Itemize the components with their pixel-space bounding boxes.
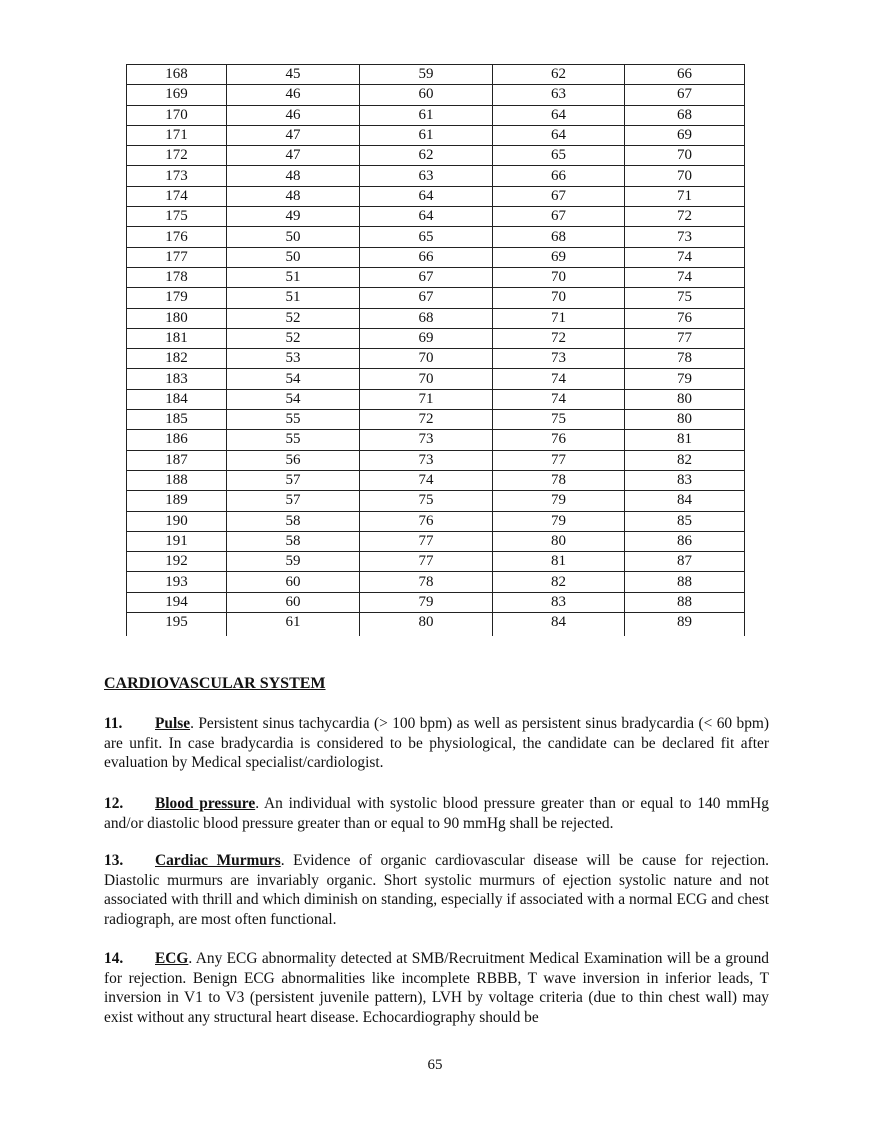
table-cell: 73 <box>360 450 493 470</box>
table-cell: 56 <box>227 450 360 470</box>
table-cell: 70 <box>493 288 625 308</box>
table-cell: 187 <box>127 450 227 470</box>
table-cell: 55 <box>227 410 360 430</box>
table-cell: 88 <box>625 592 745 612</box>
table-cell: 57 <box>227 470 360 490</box>
table-cell: 168 <box>127 65 227 85</box>
table-cell: 65 <box>360 227 493 247</box>
table-row <box>127 410 745 430</box>
table-cell: 59 <box>360 65 493 85</box>
table-cell: 185 <box>127 410 227 430</box>
paragraph-heading: ECG <box>155 950 189 967</box>
section-title: CARDIOVASCULAR SYSTEM <box>104 675 326 692</box>
table-cell: 74 <box>625 247 745 267</box>
table-cell: 78 <box>493 470 625 490</box>
table-cell: 75 <box>625 288 745 308</box>
table-cell: 79 <box>493 511 625 531</box>
table-cell: 60 <box>360 85 493 105</box>
table-cell: 175 <box>127 207 227 227</box>
table-cell: 67 <box>493 186 625 206</box>
table-cell: 72 <box>493 328 625 348</box>
table-cell: 88 <box>625 572 745 592</box>
table-row <box>127 430 745 450</box>
table-cell: 70 <box>360 349 493 369</box>
paragraph-number: 13. <box>104 852 124 869</box>
table-cell: 79 <box>625 369 745 389</box>
table-cell: 64 <box>360 207 493 227</box>
table-cell: 70 <box>360 369 493 389</box>
table-cell: 170 <box>127 105 227 125</box>
table-row <box>127 308 745 328</box>
table-cell: 182 <box>127 349 227 369</box>
table-cell: 60 <box>227 592 360 612</box>
table-row <box>127 207 745 227</box>
table-cell: 72 <box>625 207 745 227</box>
table-cell: 69 <box>360 328 493 348</box>
table-cell: 172 <box>127 146 227 166</box>
table-row <box>127 470 745 490</box>
table-cell: 183 <box>127 369 227 389</box>
table-row <box>127 288 745 308</box>
table-cell: 195 <box>127 613 227 637</box>
paragraph-heading: Blood pressure <box>155 795 256 812</box>
table-cell: 63 <box>493 85 625 105</box>
table-cell: 76 <box>625 308 745 328</box>
table-cell: 62 <box>360 146 493 166</box>
table-cell: 71 <box>360 389 493 409</box>
table-cell: 82 <box>625 450 745 470</box>
table-cell: 68 <box>625 105 745 125</box>
table-row <box>127 247 745 267</box>
paragraph-13 <box>104 851 769 929</box>
table-cell: 78 <box>625 349 745 369</box>
table-cell: 77 <box>625 328 745 348</box>
table-row <box>127 166 745 186</box>
table-cell: 71 <box>625 186 745 206</box>
table-cell: 192 <box>127 552 227 572</box>
table-cell: 80 <box>493 531 625 551</box>
table-cell: 46 <box>227 85 360 105</box>
table-cell: 64 <box>360 186 493 206</box>
table-cell: 180 <box>127 308 227 328</box>
table-cell: 66 <box>493 166 625 186</box>
table-cell: 79 <box>493 491 625 511</box>
table-cell: 50 <box>227 227 360 247</box>
table-cell: 45 <box>227 65 360 85</box>
table-cell: 51 <box>227 267 360 287</box>
table-row <box>127 105 745 125</box>
table-cell: 191 <box>127 531 227 551</box>
table-cell: 65 <box>493 146 625 166</box>
table-row <box>127 613 745 637</box>
table-cell: 76 <box>493 430 625 450</box>
table-cell: 77 <box>493 450 625 470</box>
table-row <box>127 85 745 105</box>
table-cell: 81 <box>625 430 745 450</box>
paragraph-text: . Persistent sinus tachycardia (> 100 bpm) as well as persistent sinus bradycardia (< 60 bpm) are unfit. In case bradycardia is considered to be physiological, the candidate can be declared fit after evaluation by Medical specialist/cardiologist. <box>104 715 769 771</box>
table-cell: 194 <box>127 592 227 612</box>
table-row <box>127 389 745 409</box>
table-cell: 52 <box>227 308 360 328</box>
table-row <box>127 511 745 531</box>
table-cell: 176 <box>127 227 227 247</box>
table-row <box>127 552 745 572</box>
table-cell: 82 <box>493 572 625 592</box>
table-cell: 173 <box>127 166 227 186</box>
table-cell: 68 <box>360 308 493 328</box>
table-row <box>127 531 745 551</box>
table-cell: 57 <box>227 491 360 511</box>
table-row <box>127 186 745 206</box>
table-cell: 53 <box>227 349 360 369</box>
table-row <box>127 450 745 470</box>
table-cell: 178 <box>127 267 227 287</box>
table-cell: 188 <box>127 470 227 490</box>
table-cell: 67 <box>360 267 493 287</box>
table-cell: 67 <box>493 207 625 227</box>
table-cell: 74 <box>493 389 625 409</box>
table-row <box>127 369 745 389</box>
table-cell: 73 <box>625 227 745 247</box>
table-cell: 74 <box>360 470 493 490</box>
paragraph-text: . Any ECG abnormality detected at SMB/Recruitment Medical Examination will be a ground for rejection. Benign ECG abnormalities like incomplete RBBB, T wave inversion in inferior leads, T inversion in V1 to V3 (persistent juvenile pattern), LVH by voltage criteria (due to thin chest wall) may exist without any structural heart disease. Echocardiography should be <box>104 950 769 1026</box>
table-cell: 190 <box>127 511 227 531</box>
paragraph-14 <box>104 949 769 1027</box>
table-cell: 181 <box>127 328 227 348</box>
table-cell: 70 <box>625 146 745 166</box>
table-cell: 69 <box>625 125 745 145</box>
table-cell: 52 <box>227 328 360 348</box>
table-cell: 54 <box>227 389 360 409</box>
table-cell: 64 <box>493 105 625 125</box>
table-row <box>127 349 745 369</box>
table-cell: 67 <box>625 85 745 105</box>
table-cell: 83 <box>493 592 625 612</box>
paragraph-11 <box>104 714 769 773</box>
table-cell: 63 <box>360 166 493 186</box>
table-cell: 174 <box>127 186 227 206</box>
table-cell: 169 <box>127 85 227 105</box>
table-cell: 84 <box>625 491 745 511</box>
table-cell: 78 <box>360 572 493 592</box>
table-cell: 58 <box>227 531 360 551</box>
paragraph-heading: Cardiac Murmurs <box>155 852 281 869</box>
table-row <box>127 227 745 247</box>
table-cell: 171 <box>127 125 227 145</box>
table-cell: 70 <box>625 166 745 186</box>
table-cell: 87 <box>625 552 745 572</box>
table-cell: 184 <box>127 389 227 409</box>
table-cell: 64 <box>493 125 625 145</box>
table-cell: 60 <box>227 572 360 592</box>
table-cell: 68 <box>493 227 625 247</box>
table-cell: 85 <box>625 511 745 531</box>
table-cell: 66 <box>360 247 493 267</box>
data-table <box>126 64 745 636</box>
table-cell: 189 <box>127 491 227 511</box>
table-cell: 48 <box>227 186 360 206</box>
table-cell: 74 <box>493 369 625 389</box>
table-cell: 47 <box>227 146 360 166</box>
table-cell: 72 <box>360 410 493 430</box>
table-cell: 84 <box>493 613 625 637</box>
page-number: 65 <box>427 1057 443 1073</box>
table-cell: 67 <box>360 288 493 308</box>
paragraph-12 <box>104 794 769 833</box>
table-row <box>127 125 745 145</box>
table-cell: 48 <box>227 166 360 186</box>
table-cell: 83 <box>625 470 745 490</box>
table-cell: 51 <box>227 288 360 308</box>
paragraph-text: . Evidence of organic cardiovascular disease will be cause for rejection. Diastolic murmurs are invariably organic. Short systolic murmurs of ejection systolic nature and not associated with thrill and which diminish on standing, especially if associated with a normal ECG and chest radiograph, are most often functional. <box>104 852 769 928</box>
table-cell: 50 <box>227 247 360 267</box>
paragraph-number: 14. <box>104 950 124 967</box>
table-cell: 61 <box>360 125 493 145</box>
table-cell: 74 <box>625 267 745 287</box>
table-cell: 73 <box>360 430 493 450</box>
table-cell: 66 <box>625 65 745 85</box>
table-cell: 54 <box>227 369 360 389</box>
table-cell: 177 <box>127 247 227 267</box>
table-row <box>127 592 745 612</box>
table-cell: 80 <box>360 613 493 637</box>
table-cell: 71 <box>493 308 625 328</box>
table-cell: 59 <box>227 552 360 572</box>
table-cell: 75 <box>360 491 493 511</box>
table-cell: 81 <box>493 552 625 572</box>
table-cell: 77 <box>360 531 493 551</box>
table-row <box>127 146 745 166</box>
table-cell: 47 <box>227 125 360 145</box>
table-cell: 73 <box>493 349 625 369</box>
table-cell: 193 <box>127 572 227 592</box>
paragraph-number: 12. <box>104 795 124 812</box>
paragraph-text: . An individual with systolic blood pressure greater than or equal to 140 mmHg and/or diastolic blood pressure greater than or equal to 90 mmHg shall be rejected. <box>104 795 769 832</box>
table-cell: 61 <box>227 613 360 637</box>
table-cell: 80 <box>625 389 745 409</box>
table-cell: 79 <box>360 592 493 612</box>
paragraph-number: 11. <box>104 715 123 732</box>
paragraph-heading: Pulse <box>155 715 191 732</box>
table-cell: 76 <box>360 511 493 531</box>
table-cell: 179 <box>127 288 227 308</box>
table-cell: 77 <box>360 552 493 572</box>
table-row <box>127 572 745 592</box>
table-cell: 69 <box>493 247 625 267</box>
table-cell: 186 <box>127 430 227 450</box>
table-cell: 70 <box>493 267 625 287</box>
table-cell: 89 <box>625 613 745 637</box>
table-row <box>127 491 745 511</box>
table-cell: 58 <box>227 511 360 531</box>
table-cell: 62 <box>493 65 625 85</box>
table-row <box>127 267 745 287</box>
table-cell: 55 <box>227 430 360 450</box>
table-cell: 86 <box>625 531 745 551</box>
table-cell: 75 <box>493 410 625 430</box>
table-row <box>127 328 745 348</box>
table-row <box>127 65 745 85</box>
table-cell: 46 <box>227 105 360 125</box>
table-cell: 80 <box>625 410 745 430</box>
table-body <box>127 65 745 637</box>
table-cell: 61 <box>360 105 493 125</box>
table-cell: 49 <box>227 207 360 227</box>
